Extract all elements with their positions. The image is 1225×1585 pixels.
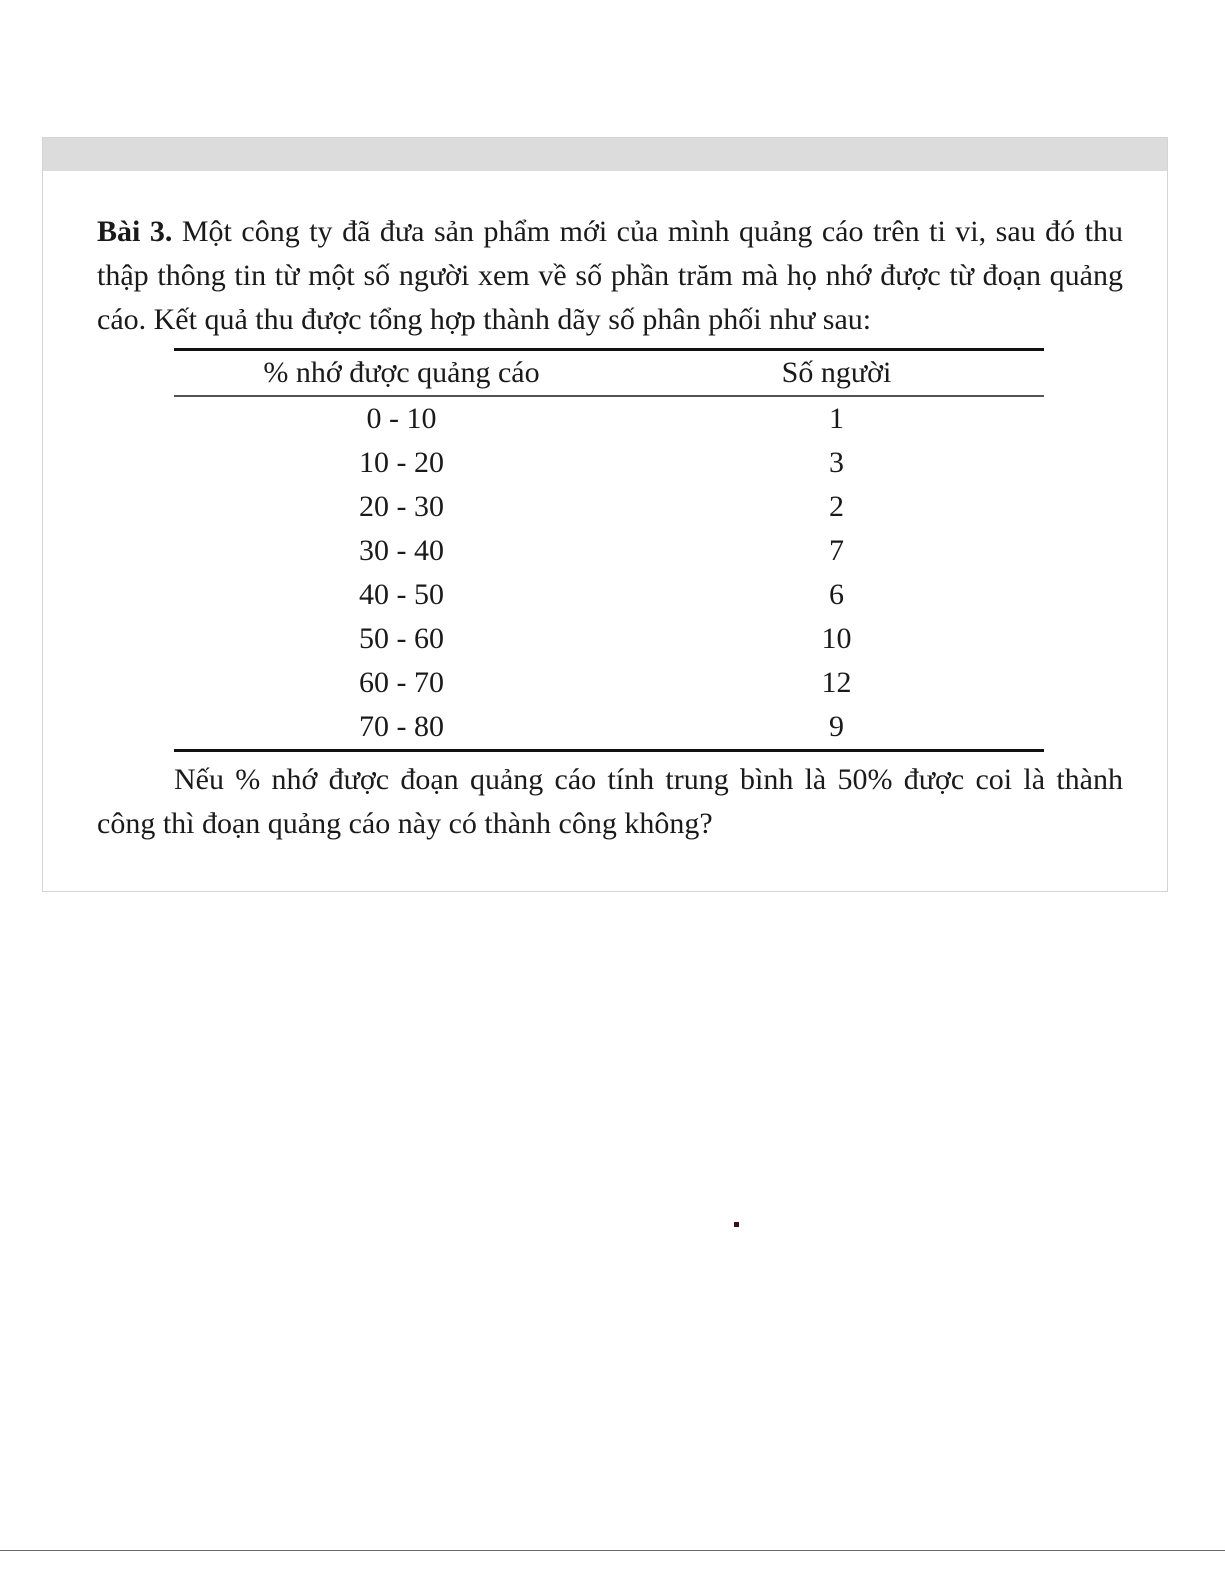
count-cell: 6 xyxy=(829,578,844,611)
exercise-question: Nếu % nhớ được đoạn quảng cáo tính trung bình là 50% được coi là thành công thì đoạn quảng cáo này có thành công không? xyxy=(97,763,1123,840)
exercise-intro xyxy=(97,210,1123,342)
count-cell: 12 xyxy=(821,666,852,699)
table-row xyxy=(174,396,1044,441)
count-cell: 10 xyxy=(821,622,852,655)
exercise-label: Bài 3. xyxy=(97,215,173,248)
document-card xyxy=(42,137,1168,892)
range-cell: 40 - 50 xyxy=(359,578,444,611)
header-percent-recalled: % nhớ được quảng cáo xyxy=(263,356,540,389)
header-number-of-people: Số người xyxy=(781,356,892,389)
exercise-intro-text: Một công ty đã đưa sản phẩm mới của mình quảng cáo trên ti vi, sau đó thu thập thông tin từ một số người xem về số phần trăm mà họ nhớ được từ đoạn quảng cáo. Kết quả thu được tổng hợp thành dãy số phân phối như sau: xyxy=(97,215,1123,336)
count-cell: 9 xyxy=(829,710,844,743)
table-row xyxy=(174,485,1044,529)
count-cell: 1 xyxy=(829,402,844,435)
count-cell: 2 xyxy=(829,490,844,523)
table-row xyxy=(174,705,1044,751)
table-row xyxy=(174,441,1044,485)
range-cell: 30 - 40 xyxy=(359,534,444,567)
range-cell: 20 - 30 xyxy=(359,490,444,523)
table-row xyxy=(174,529,1044,573)
count-cell: 7 xyxy=(829,534,844,567)
range-cell: 0 - 10 xyxy=(366,402,437,435)
table-header-row xyxy=(174,350,1044,397)
frequency-table xyxy=(174,348,1044,752)
range-cell: 50 - 60 xyxy=(359,622,444,655)
exercise-body xyxy=(97,210,1123,846)
stray-dot xyxy=(734,1222,739,1227)
table-row xyxy=(174,661,1044,705)
table-row xyxy=(174,573,1044,617)
range-cell: 60 - 70 xyxy=(359,666,444,699)
table-row xyxy=(174,617,1044,661)
range-cell: 70 - 80 xyxy=(359,710,444,743)
range-cell: 10 - 20 xyxy=(359,446,444,479)
bottom-divider xyxy=(0,1550,1225,1551)
count-cell: 3 xyxy=(829,446,844,479)
header-bar xyxy=(43,138,1167,171)
